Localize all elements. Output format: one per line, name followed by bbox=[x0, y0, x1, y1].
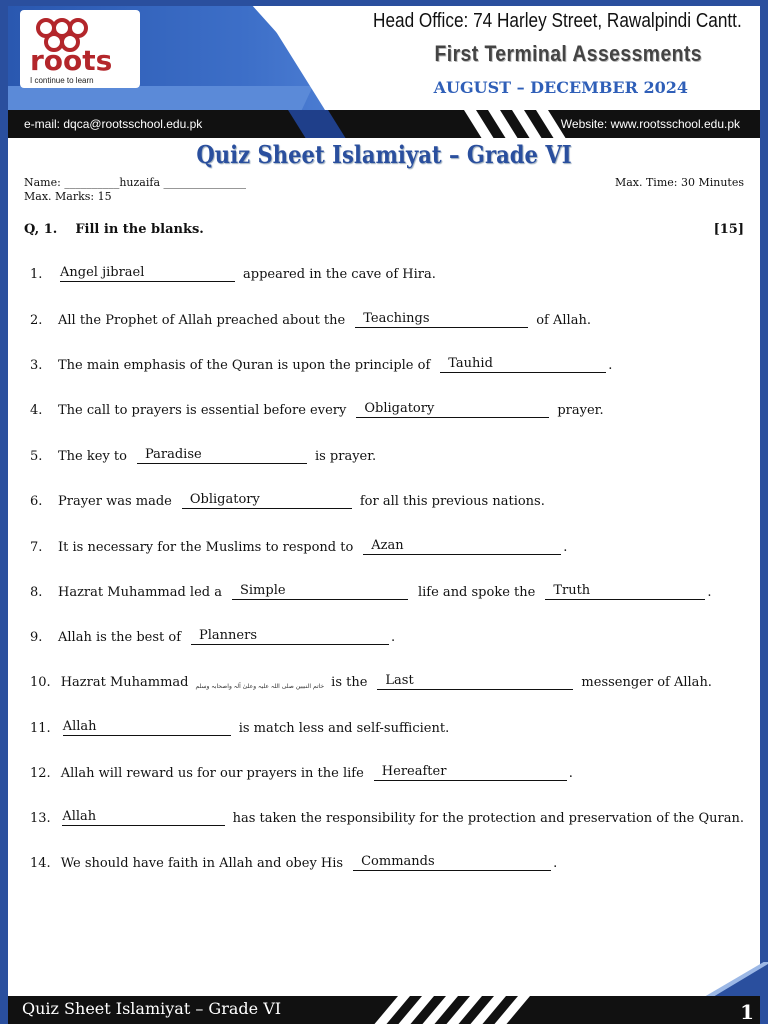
answer-blank[interactable]: Hereafter bbox=[374, 764, 567, 781]
page-frame-left bbox=[0, 0, 8, 1024]
head-office-address: Head Office: 74 Harley Street, Rawalpindi Cantt. bbox=[373, 10, 742, 32]
max-time: Max. Time: 30 Minutes bbox=[614, 176, 744, 189]
question-item-text: Allah will reward us for our prayers in the life bbox=[60, 766, 364, 781]
page-frame-right bbox=[760, 0, 768, 1024]
question-item bbox=[30, 353, 744, 373]
page-title: Quiz Sheet Islamiyat – Grade VI bbox=[196, 140, 572, 169]
contact-bar-stripe bbox=[512, 110, 541, 138]
question-item-text: . bbox=[563, 540, 568, 555]
question-item-number: 13. bbox=[30, 811, 51, 826]
page-number: 1 bbox=[740, 1000, 754, 1024]
question-item bbox=[30, 535, 744, 555]
question-marks: [15] bbox=[713, 222, 744, 237]
question-item-text: for all this previous nations. bbox=[359, 494, 545, 509]
contact-website[interactable]: Website: www.rootsschool.edu.pk bbox=[560, 117, 740, 131]
answer-blank[interactable]: Azan bbox=[363, 538, 561, 555]
question-item bbox=[30, 398, 744, 418]
contact-bar-accent bbox=[288, 110, 345, 138]
answer-blank[interactable]: Truth bbox=[545, 583, 705, 600]
question-item bbox=[30, 444, 744, 464]
honorific-text: خاتم النبیین صلی اللہ علیہ وعلیٰ آلہ واصحابہ وسلم bbox=[195, 683, 325, 690]
question-item-text: of Allah. bbox=[536, 313, 591, 328]
max-marks: Max. Marks: 15 bbox=[24, 190, 112, 203]
question-item-number: 14. bbox=[30, 856, 51, 871]
question-item bbox=[30, 806, 744, 826]
question-item bbox=[30, 489, 744, 509]
question-item bbox=[30, 761, 744, 781]
answer-blank[interactable]: Allah bbox=[62, 809, 224, 826]
question-heading bbox=[24, 222, 222, 237]
question-item-text: is prayer. bbox=[314, 449, 377, 464]
question-item-text: Allah is the best of bbox=[58, 630, 182, 645]
answer-blank[interactable]: Last bbox=[377, 673, 573, 690]
question-item-text: The main emphasis of the Quran is upon the principle of bbox=[58, 358, 431, 373]
question-number: Q, 1. bbox=[24, 222, 58, 237]
answer-blank[interactable]: Planners bbox=[191, 628, 389, 645]
question-item-text: is the bbox=[331, 675, 368, 690]
question-item-number: 3. bbox=[30, 358, 43, 373]
question-item-text: The key to bbox=[58, 449, 127, 464]
question-item-text: Prayer was made bbox=[58, 494, 172, 509]
question-item-text: The call to prayers is essential before every bbox=[58, 403, 347, 418]
answer-blank[interactable]: Angel jibrael bbox=[60, 265, 235, 282]
question-item-number: 12. bbox=[30, 766, 51, 781]
question-item bbox=[30, 308, 744, 328]
assessment-session: AUGUST – DECEMBER 2024 bbox=[433, 78, 688, 97]
logo-tagline: I continue to learn bbox=[30, 76, 94, 85]
answer-blank[interactable]: Paradise bbox=[137, 447, 307, 464]
question-item bbox=[30, 716, 744, 736]
student-name: Name: __________huzaifa _______________ bbox=[24, 176, 246, 189]
answer-blank[interactable]: Teachings bbox=[355, 311, 528, 328]
question-item-number: 10. bbox=[30, 675, 51, 690]
page-footer bbox=[8, 996, 760, 1024]
assessment-title: First Terminal Assessments bbox=[434, 41, 702, 66]
question-item-number: 2. bbox=[30, 313, 43, 328]
answer-blank[interactable]: Obligatory bbox=[182, 492, 352, 509]
answer-blank[interactable]: Tauhid bbox=[440, 356, 606, 373]
answer-blank[interactable]: Simple bbox=[232, 583, 408, 600]
question-item bbox=[30, 625, 744, 645]
question-item bbox=[30, 262, 744, 282]
question-item-number: 5. bbox=[30, 449, 43, 464]
roots-logo-icon bbox=[24, 12, 136, 78]
logo-wordmark: roots bbox=[30, 44, 113, 77]
answer-blank[interactable]: Obligatory bbox=[356, 401, 549, 418]
question-item-text: . bbox=[707, 585, 712, 600]
contact-bar-stripe bbox=[464, 110, 493, 138]
question-item-number: 9. bbox=[30, 630, 43, 645]
contact-bar bbox=[8, 110, 760, 138]
question-item-text: prayer. bbox=[557, 403, 604, 418]
school-logo bbox=[20, 10, 140, 88]
question-item-text: appeared in the cave of Hira. bbox=[243, 267, 436, 282]
contact-email[interactable]: e-mail: dqca@rootsschool.edu.pk bbox=[24, 117, 203, 131]
question-item bbox=[30, 670, 744, 690]
question-item-text: messenger of Allah. bbox=[581, 675, 712, 690]
question-item bbox=[30, 851, 744, 871]
letterhead bbox=[8, 6, 760, 138]
question-instruction: Fill in the blanks. bbox=[75, 222, 204, 237]
question-item-text: It is necessary for the Muslims to respond to bbox=[58, 540, 354, 555]
question-item-text: Hazrat Muhammad bbox=[60, 675, 189, 690]
question-item bbox=[30, 580, 744, 600]
letterhead-light-band bbox=[8, 86, 313, 112]
question-item-text: . bbox=[568, 766, 573, 781]
question-item-text: . bbox=[553, 856, 558, 871]
question-item-number: 8. bbox=[30, 585, 43, 600]
question-item-text: . bbox=[391, 630, 396, 645]
question-item-text: All the Prophet of Allah preached about the bbox=[58, 313, 346, 328]
question-item-text: life and spoke the bbox=[417, 585, 536, 600]
question-item-number: 11. bbox=[30, 721, 51, 736]
contact-bar-stripe bbox=[488, 110, 517, 138]
footer-label: Quiz Sheet Islamiyat – Grade VI bbox=[22, 999, 282, 1018]
question-item-text: has taken the responsibility for the protection and preservation of the Quran. bbox=[232, 811, 744, 826]
question-item-number: 4. bbox=[30, 403, 43, 418]
question-item-number: 1. bbox=[30, 267, 43, 282]
answer-blank[interactable]: Allah bbox=[63, 719, 231, 736]
question-item-text: is match less and self-sufficient. bbox=[238, 721, 450, 736]
question-item-text: We should have faith in Allah and obey His bbox=[60, 856, 344, 871]
question-item-text: Hazrat Muhammad led a bbox=[58, 585, 222, 600]
question-item-number: 6. bbox=[30, 494, 43, 509]
answer-blank[interactable]: Commands bbox=[353, 854, 551, 871]
question-item-number: 7. bbox=[30, 540, 43, 555]
question-item-text: . bbox=[608, 358, 613, 373]
